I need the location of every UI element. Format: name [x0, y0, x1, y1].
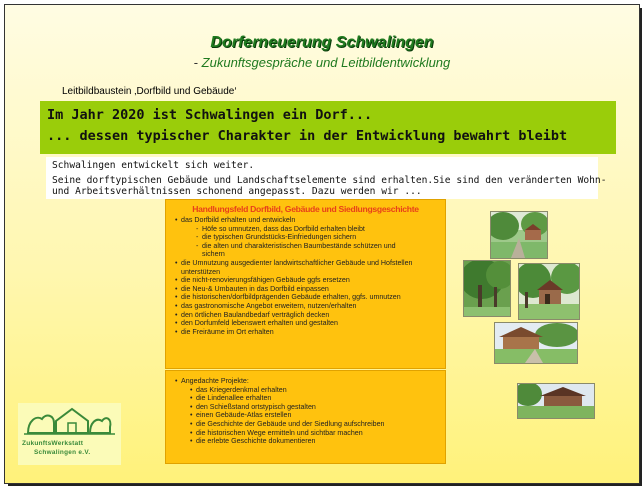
projekte-heading: • Angedachte Projekte:	[175, 377, 249, 385]
projekt-item	[172, 394, 445, 403]
item-text: die Lindenallee erhalten	[196, 394, 272, 403]
item-text: die Umnutzung ausgedienter landwirtschaftlicher Gebäude und Hofstellen	[181, 258, 413, 267]
projekt-item	[172, 386, 445, 395]
item-text: den Schießstand ortstypisch gestalten	[196, 402, 316, 411]
logo-text-line-1: ZukunftsWerkstatt	[22, 440, 84, 447]
handlungsfeld-item	[172, 216, 445, 225]
item-text: die Neu-& Umbauten in das Dorfbild einpassen	[181, 284, 329, 293]
handlungsfeld-item	[172, 319, 445, 328]
bullet: •	[190, 411, 193, 420]
slide-subtitle	[0, 55, 644, 70]
leitbildbaustein-label: Leitbildbaustein ‚Dorfbild und Gebäude‘	[62, 86, 237, 97]
handlungsfeld-item	[172, 311, 445, 320]
item-text: das Dorfbild erhalten und entwickeln	[181, 216, 296, 224]
handlungsfeld-item	[172, 302, 445, 311]
handlungsfeld-item	[172, 293, 445, 302]
handlungsfeld-subitem	[172, 225, 445, 234]
handlungsfeld-item	[172, 328, 445, 337]
subtitle-dash: -	[193, 55, 199, 70]
subtitle-text: Zukunftsgespräche und Leitbildentwicklung	[201, 55, 451, 70]
item-text: unterstützen	[181, 267, 221, 276]
projekt-item	[172, 429, 445, 438]
item-text: die historischen/dorfbildprägenden Gebäude erhalten, ggfs. umnutzen	[181, 293, 401, 302]
handlungsfeld-item	[172, 276, 445, 285]
photo-village-lane	[494, 322, 578, 364]
bullet: •	[175, 293, 178, 302]
bullet: -	[196, 241, 199, 250]
item-text: Höfe so umnutzen, dass das Dorfbild erhalten bleibt	[202, 224, 365, 233]
projekt-item	[172, 437, 445, 446]
bullet: -	[196, 233, 199, 242]
handlungsfeld-item	[172, 268, 445, 277]
projekt-item	[172, 420, 445, 429]
item-text: die Geschichte der Gebäude und der Siedlung aufschreiben	[196, 419, 385, 428]
photo-tree-lined-road	[490, 211, 548, 259]
bullet: •	[175, 216, 178, 224]
bullet: •	[190, 394, 193, 403]
intro-line-3: und Arbeitsverhältnissen schonend angepasst. Dazu werden wir ...	[52, 186, 422, 197]
bullet: •	[190, 419, 193, 428]
item-text: die Freiräume im Ort erhalten	[181, 327, 274, 336]
item-text: sichern	[202, 250, 225, 259]
bullet: •	[175, 310, 178, 319]
slide-title: Dorferneuerung Schwalingen	[210, 34, 434, 51]
bullet: •	[175, 319, 178, 328]
handlungsfeld-item	[172, 285, 445, 294]
item-text: einen Gebäude-Atlas erstellen	[196, 411, 292, 420]
handlungsfeld-list	[172, 216, 445, 336]
item-text: den örtlichen Baulandbedarf verträglich decken	[181, 310, 330, 319]
handlungsfeld-subitem	[172, 242, 445, 251]
vision-line-2: ... dessen typischer Charakter in der Entwicklung bewahrt bleibt	[47, 128, 568, 144]
item-text: das gastronomische Angebot erweitern, nutzen/erhalten	[181, 301, 357, 310]
bullet: •	[190, 402, 193, 411]
bullet: •	[175, 327, 178, 336]
photo-farmhouse-trees	[518, 263, 580, 320]
item-text: die nicht-renovierungsfähigen Gebäude ggfs ersetzen	[181, 276, 350, 285]
item-text: den Dorfumfeld lebenswert erhalten und gestalten	[181, 319, 338, 328]
intro-line-2: Seine dorftypischen Gebäude und Landschaftselemente sind erhalten.Sie sind den veränderten Wohn-	[52, 175, 607, 186]
vision-line-1: Im Jahr 2020 ist Schwalingen ein Dorf...	[47, 107, 373, 123]
photo-old-trees	[463, 260, 511, 317]
handlungsfeld-subitem	[172, 233, 445, 242]
bullet: -	[196, 224, 199, 233]
projekt-item	[172, 411, 445, 420]
logo-text-line-2: Schwalingen e.V.	[34, 449, 91, 456]
item-text: die historischen Wege ermitteln und sichtbar machen	[196, 428, 363, 437]
handlungsfeld-heading: Handlungsfeld Dorfbild, Gebäude und Siedlungsgeschichte	[192, 204, 419, 214]
intro-line-1: Schwalingen entwickelt sich weiter.	[52, 160, 255, 171]
bullet: •	[190, 437, 193, 446]
item-text: die erlebte Geschichte dokumentieren	[196, 437, 316, 446]
bullet: •	[175, 284, 178, 293]
bullet: •	[175, 258, 178, 267]
handlungsfeld-panel	[165, 199, 446, 369]
projekte-list	[172, 377, 445, 446]
intro-textbox	[46, 157, 607, 199]
bullet: •	[175, 276, 178, 285]
photo-barn-meadow	[517, 383, 595, 419]
handlungsfeld-item	[172, 259, 445, 268]
projekt-item	[172, 403, 445, 412]
projekte-panel	[165, 370, 446, 464]
zukunftswerkstatt-logo	[18, 403, 121, 465]
bullet: •	[190, 428, 193, 437]
bullet: •	[175, 301, 178, 310]
vision-banner	[40, 101, 616, 154]
bullet: •	[190, 385, 193, 394]
item-text: das Kriegerdenkmal erhalten	[196, 385, 287, 394]
item-text: die alten und charakteristischen Baumbestände schützen und	[202, 241, 396, 250]
item-text: die typischen Grundstücks-Einfriedungen sichern	[202, 233, 357, 242]
handlungsfeld-subitem	[172, 250, 445, 259]
logo-house-trees-icon	[18, 403, 121, 439]
